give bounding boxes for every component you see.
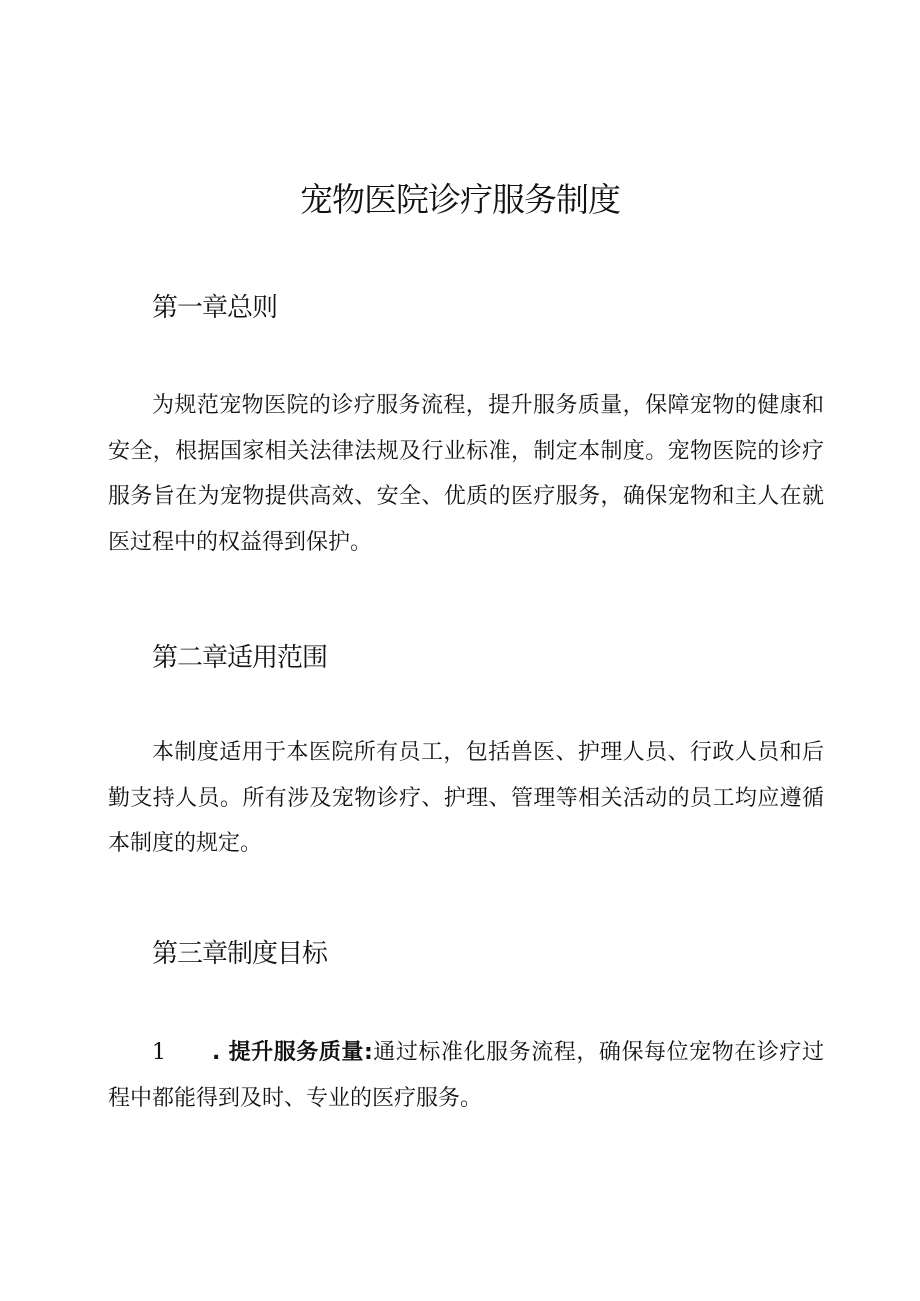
chapter-3-heading: 第三章制度目标: [152, 939, 328, 969]
goal-list-item: [108, 1030, 824, 1121]
chapter-1-paragraph: 为规范宠物医院的诊疗服务流程，提升服务质量，保障宠物的健康和安全，根据国家相关法律法规及行业标准，制定本制度。宠物医院的诊疗服务旨在为宠物提供高效、安全、优质的医疗服务，确保宠物和主人在就医过程中的权益得到保护。: [108, 393, 824, 555]
chapter-2-paragraph: 本制度适用于本医院所有员工，包括兽医、护理人员、行政人员和后勤支持人员。所有涉及宠物诊疗、护理、管理等相关活动的员工均应遵循本制度的规定。: [108, 740, 824, 856]
goal-item-number: 1: [152, 1040, 166, 1065]
goal-item-text: 通过标准化服务流程，确保每位宠物在诊疗过程中都能得到及时、专业的医疗服务。: [108, 1040, 824, 1111]
chapter-1-body: [108, 383, 824, 565]
chapter-2-heading: 第二章适用范围: [152, 643, 328, 673]
chapter-2-body: [108, 730, 824, 867]
goal-item-term: . 提升服务质量:: [212, 1040, 373, 1065]
chapter-1-heading: 第一章总则: [152, 293, 278, 323]
document-title: 宠物医院诊疗服务制度: [300, 180, 620, 219]
chapter-3-body: [108, 1030, 824, 1121]
